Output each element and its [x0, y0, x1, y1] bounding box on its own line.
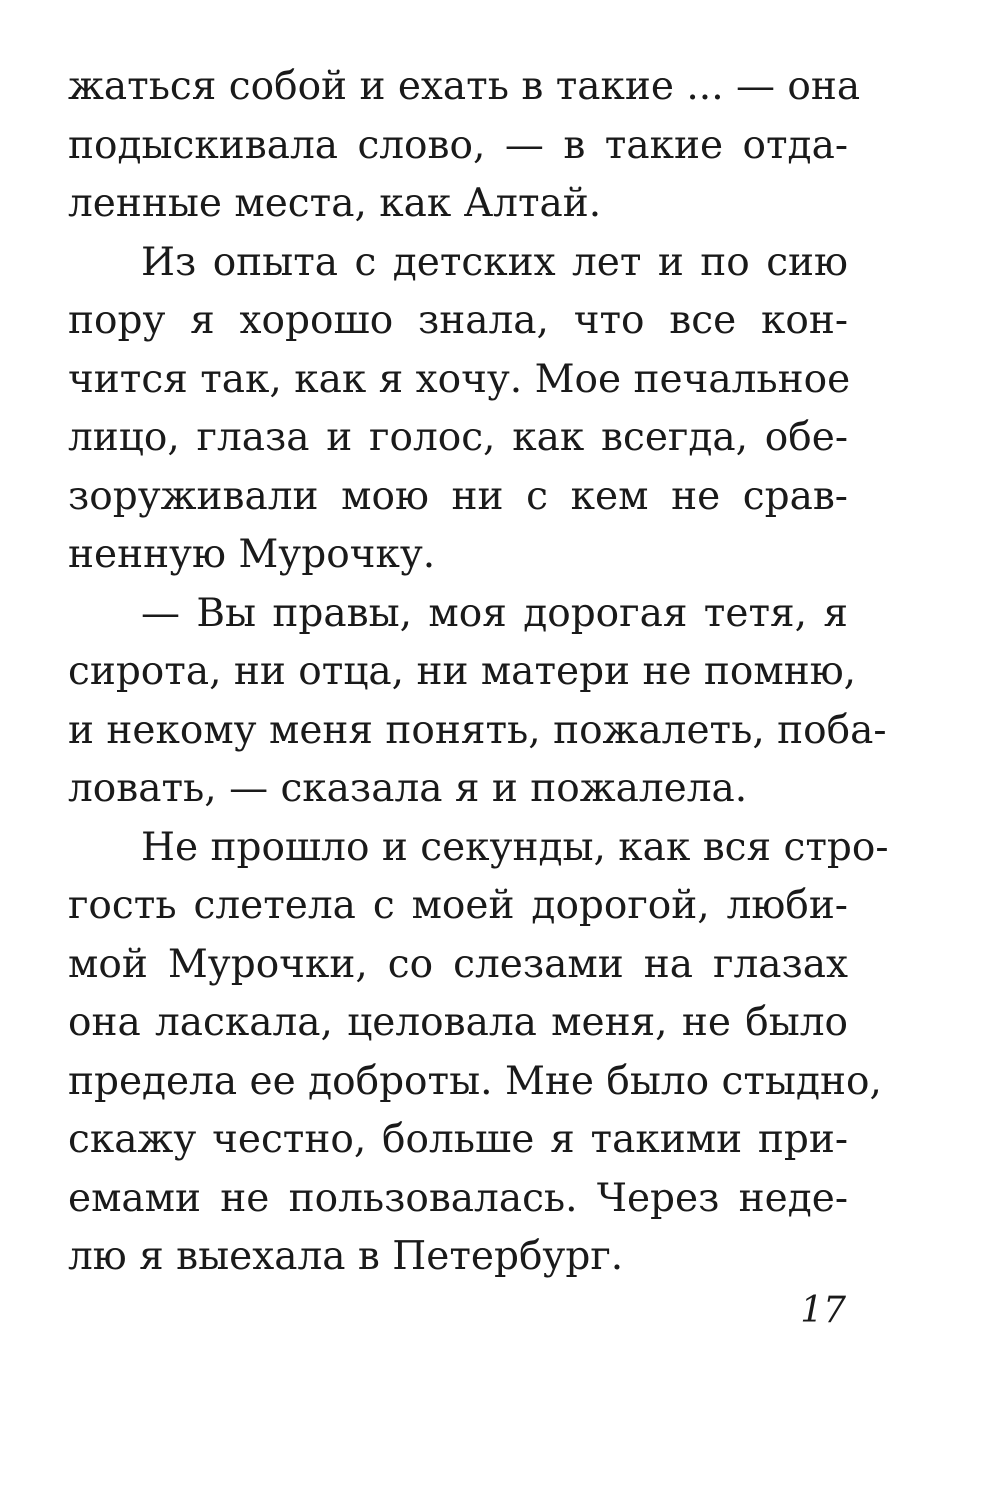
text-line: сирота, ни отца, ни матери не помню,: [68, 649, 857, 694]
text-line: мой Мурочки, со слезами на глазах: [68, 941, 848, 987]
text-line: и некому меня понять, пожалеть, поба-: [68, 707, 887, 753]
page-number: 17: [800, 1290, 846, 1331]
text-line: жаться собой и ехать в такие ... — она: [68, 64, 861, 109]
text-line: — Вы правы, моя дорогая тетя, я: [141, 590, 848, 636]
text-line: зоруживали мою ни с кем не срав-: [68, 473, 848, 519]
text-line: чится так, как я хочу. Мое печальное: [68, 356, 851, 402]
text-line: предела ее доброты. Мне было стыдно,: [68, 1058, 882, 1104]
text-line: гость слетела с моей дорогой, люби-: [68, 883, 848, 928]
text-line: Из опыта с детских лет и по сию: [141, 239, 848, 285]
text-line: емами не пользовалась. Через неде-: [68, 1175, 848, 1221]
text-line: пору я хорошо знала, что все кон-: [68, 298, 848, 343]
text-line: скажу честно, больше я такими при-: [68, 1117, 848, 1162]
text-line: подыскивала слово, — в такие отда-: [68, 122, 848, 168]
body-text: [68, 58, 889, 1287]
text-line: ленные места, как Алтай.: [68, 181, 602, 226]
text-line: Не прошло и секунды, как вся стро-: [141, 824, 889, 870]
text-line: лю я выехала в Петербург.: [68, 1234, 624, 1279]
text-line: лицо, глаза и голос, как всегда, обе-: [68, 415, 848, 460]
text-line: ловать, — сказала я и пожалела.: [68, 766, 748, 811]
text-line: ненную Мурочку.: [68, 532, 436, 577]
text-line: она ласкала, целовала меня, не было: [68, 1000, 848, 1045]
